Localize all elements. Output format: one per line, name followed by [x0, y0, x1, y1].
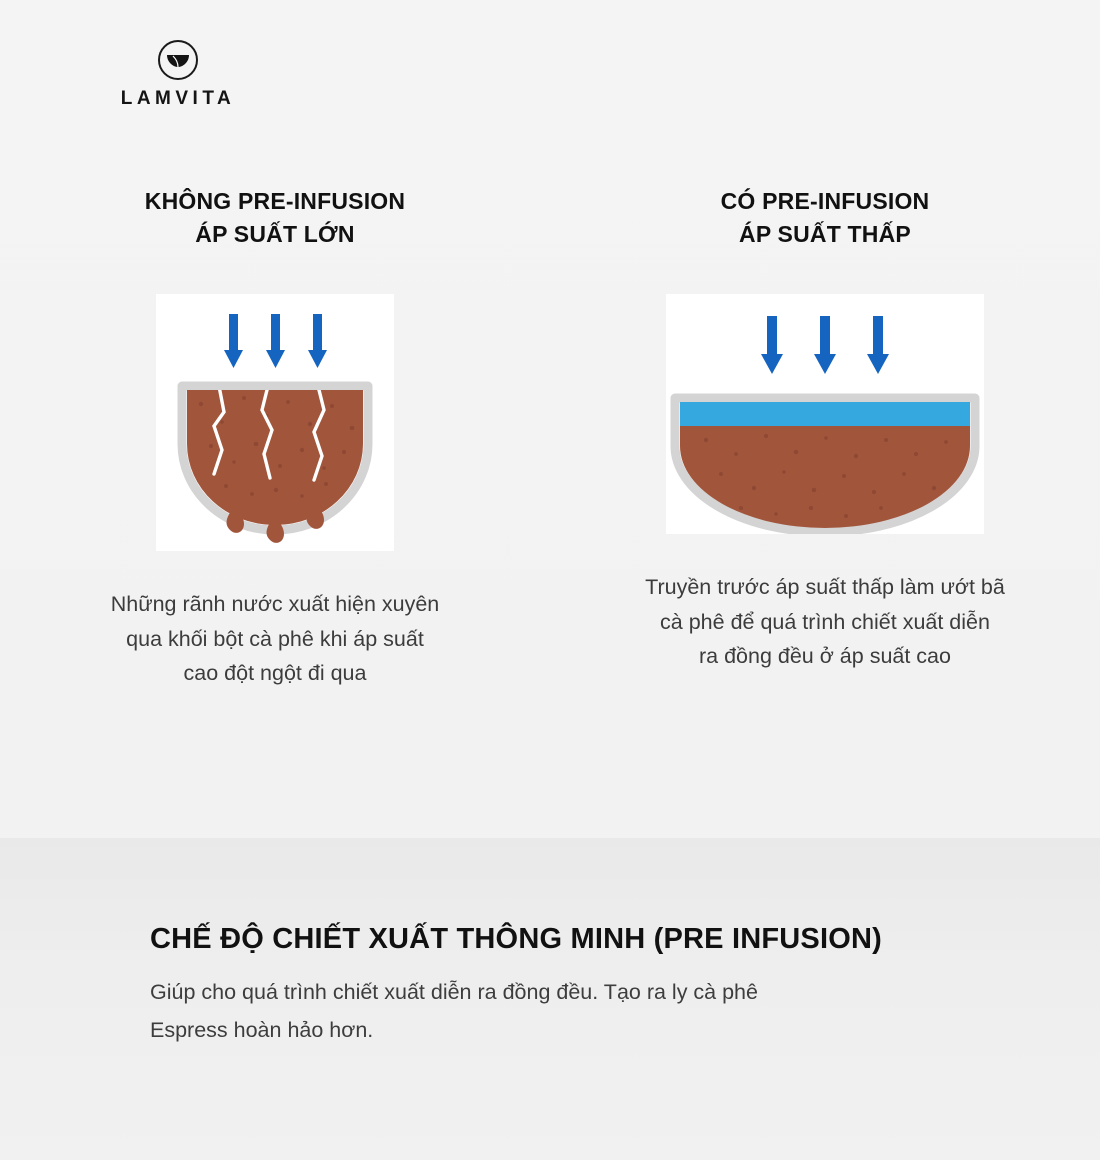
portafilter-channeling-icon	[156, 294, 394, 551]
portafilter-saturated-icon	[666, 294, 984, 534]
caption-left-line3: cao đột ngột đi qua	[183, 661, 367, 686]
brand-logo	[88, 40, 268, 110]
comparison-columns	[0, 185, 1100, 691]
column-title-right	[721, 185, 930, 252]
column-title-left-line2: ÁP SUẤT LỚN	[195, 221, 355, 248]
caption-left	[40, 587, 510, 691]
coffee-bean-cup-icon	[158, 40, 198, 80]
caption-right-line3: ra đồng đều ở áp suất cao	[699, 644, 951, 669]
caption-left-line2: qua khối bột cà phê khi áp suất	[126, 626, 424, 651]
band-content	[150, 923, 1010, 1049]
caption-right-line1: Truyền trước áp suất thấp làm ướt bã	[645, 574, 1005, 599]
column-title-right-line1: CÓ PRE-INFUSION	[720, 188, 930, 214]
illustration-wrap-right	[666, 294, 984, 534]
bottom-band	[0, 838, 1100, 1160]
column-with-pre-infusion	[550, 185, 1100, 691]
illustration-wrap-left	[156, 294, 394, 551]
column-no-pre-infusion	[0, 185, 550, 691]
brand-name: LAMVITA	[120, 88, 236, 109]
band-text	[150, 974, 1010, 1049]
band-title: CHẾ ĐỘ CHIẾT XUẤT THÔNG MINH (PRE INFUSION)	[150, 923, 882, 955]
band-text-line1: Giúp cho quá trình chiết xuất diễn ra đồng đều. Tạo ra ly cà phê	[150, 980, 758, 1004]
column-title-right-line2: ÁP SUẤT THẤP	[739, 221, 911, 248]
band-text-line2: Espress hoàn hảo hơn.	[150, 1017, 374, 1042]
column-title-left-line1: KHÔNG PRE-INFUSION	[144, 188, 406, 214]
caption-right	[585, 570, 1065, 674]
caption-right-line2: cà phê để quá trình chiết xuất diễn	[660, 609, 990, 634]
column-title-left	[145, 185, 405, 252]
caption-left-line1: Những rãnh nước xuất hiện xuyên	[110, 591, 440, 616]
